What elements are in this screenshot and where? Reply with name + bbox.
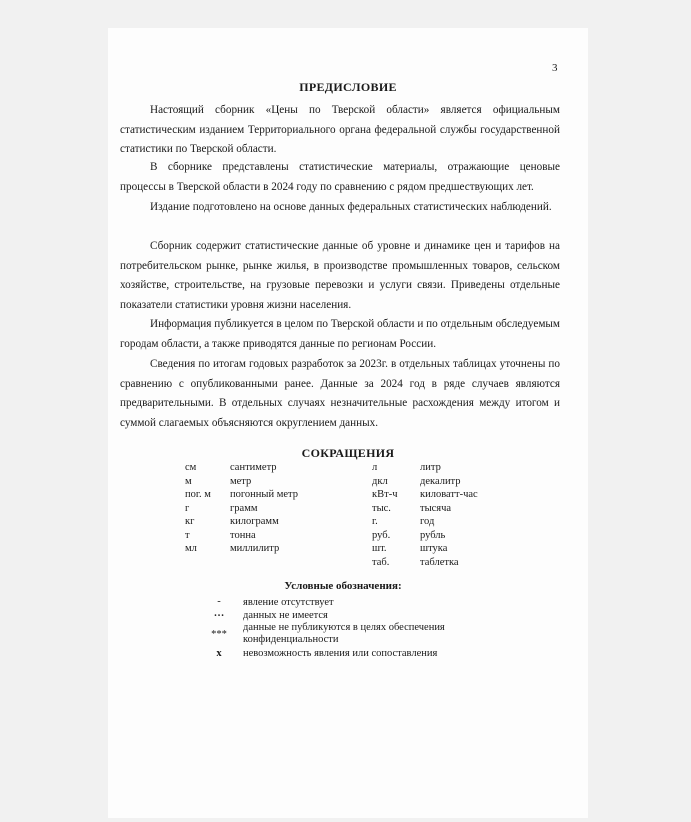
abbr-left-meaning: тонна bbox=[230, 529, 256, 541]
abbr-right-meaning: рубль bbox=[420, 529, 446, 541]
abbr-right-meaning: киловатт-час bbox=[420, 489, 478, 500]
legend-text: данные не публикуются в целях обеспечения конфиденциальности bbox=[243, 622, 445, 645]
abbr-left-code: г bbox=[185, 502, 190, 514]
abbr-left-meaning: метр bbox=[230, 475, 252, 487]
abbr-right-code: л bbox=[372, 462, 378, 473]
abbr-left-code: пог. м bbox=[185, 489, 211, 500]
abbr-right-meaning: декалитр bbox=[420, 475, 461, 487]
abbr-right-code: тыс. bbox=[372, 502, 391, 514]
legend-title: Условные обозначения: bbox=[284, 580, 402, 592]
preface-paragraph-1: Настоящий сборник «Цены по Тверской области» является официальным статистическим изданием Территориального органа федеральной службы государственной статистики по Тверской области. bbox=[120, 104, 560, 155]
abbr-right-meaning: год bbox=[420, 516, 435, 527]
abbr-left-code: т bbox=[185, 529, 190, 541]
abbr-left-code: см bbox=[185, 462, 197, 473]
abbr-right-code: шт. bbox=[372, 543, 387, 554]
abbr-left-code: м bbox=[185, 475, 192, 487]
abbr-left-meaning: сантиметр bbox=[230, 462, 277, 473]
preface-paragraph-2: В сборнике представлены статистические материалы, отражающие ценовые процессы в Тверской области в 2024 году по сравнению с рядом предшествующих лет. bbox=[120, 161, 560, 193]
preface-paragraph-3: Издание подготовлено на основе данных федеральных статистических наблюдений. bbox=[150, 201, 552, 213]
preface-paragraph-6: Сведения по итогам годовых разработок за 2023г. в отдельных таблицах уточнены по сравнению с опубликованными ранее. Данные за 2024 год в ряде случаев являются предварительными. В отдельных случаях незначительные расхождения между итогом и суммой слагаемых объясняются округлением данных. bbox=[120, 358, 560, 429]
legend-symbol: … bbox=[213, 608, 225, 619]
legend-text: явление отсутствует bbox=[243, 597, 334, 608]
abbr-right-code: кВт-ч bbox=[372, 489, 398, 500]
legend-symbol: - bbox=[217, 596, 221, 607]
legend-text: данных не имеется bbox=[243, 610, 328, 621]
abbr-right-code: дкл bbox=[372, 475, 388, 487]
legend-symbol: х bbox=[216, 648, 222, 659]
abbr-left-code: мл bbox=[185, 543, 197, 554]
abbr-left-meaning: погонный метр bbox=[230, 489, 298, 500]
abbr-right-meaning: тысяча bbox=[420, 502, 452, 514]
abbr-right-code: руб. bbox=[372, 529, 391, 541]
abbr-right-code: таб. bbox=[372, 556, 390, 568]
abbr-right-code: г. bbox=[372, 516, 378, 527]
abbr-left-code: кг bbox=[185, 516, 195, 527]
abbr-left-meaning: килограмм bbox=[230, 516, 279, 527]
abbreviations-title: СОКРАЩЕНИЯ bbox=[301, 446, 395, 460]
abbr-right-meaning: таблетка bbox=[420, 556, 459, 568]
page-number: 3 bbox=[552, 62, 558, 74]
abbr-left-meaning: миллилитр bbox=[230, 543, 280, 554]
preface-paragraph-4: Сборник содержит статистические данные об уровне и динамике цен и тарифов на потребительском рынке, рынке жилья, в производстве промышленных товаров, сельском хозяйстве, строительстве, на грузовые перевозки и услуги связи. Приведены отдельные показатели статистики уровня жизни населения. bbox=[120, 240, 560, 311]
abbr-right-meaning: литр bbox=[420, 462, 441, 473]
preface-paragraph-5: Информация публикуется в целом по Тверской области и по отдельным обследуемым городам области, а также приводятся данные по регионам России. bbox=[120, 318, 560, 350]
legend-symbol: *** bbox=[211, 629, 227, 640]
preface-title: ПРЕДИСЛОВИЕ bbox=[299, 80, 397, 94]
abbr-left-meaning: грамм bbox=[230, 502, 258, 514]
abbr-right-meaning: штука bbox=[420, 543, 448, 554]
legend-text: невозможность явления или сопоставления bbox=[243, 648, 438, 659]
